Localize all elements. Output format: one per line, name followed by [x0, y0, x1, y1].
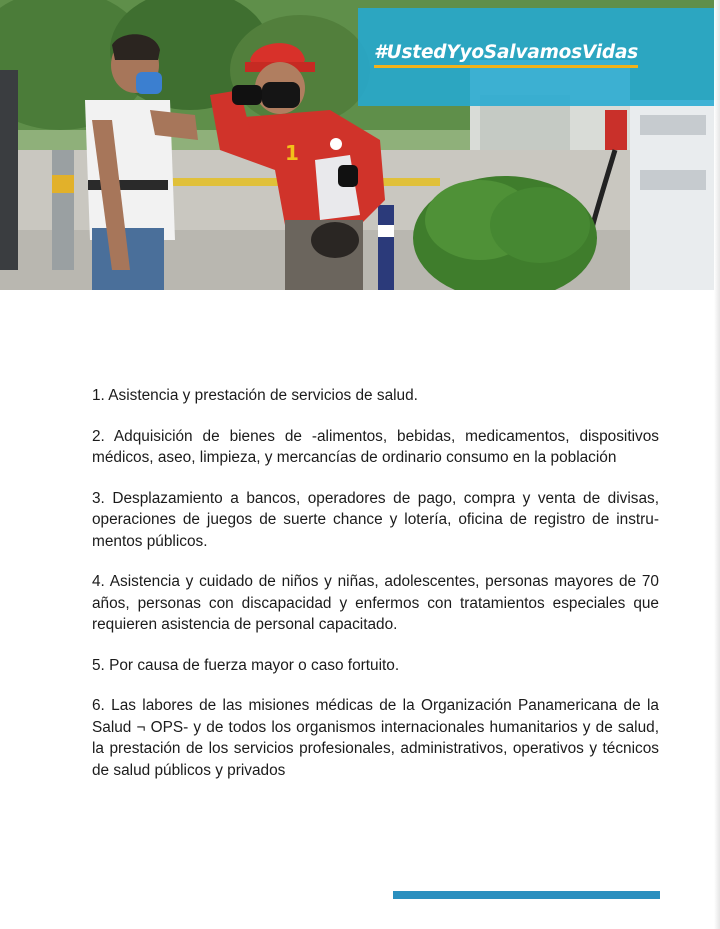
page-edge-shadow	[714, 0, 720, 929]
hashtag-text: #UstedYyoSalvamosVidas	[374, 42, 638, 68]
list-item: 6. Las labores de las misiones médicas de la Organización Panamericana de la Salud ¬ OPS- y de todos los organismos internacionales humanitarios y de salud, la prestación de los servicios profesionales, administrativos, operativos y técnicos de salud públicos y privados	[92, 697, 659, 779]
footer-accent-bar	[393, 891, 660, 899]
gas-station-photo	[0, 0, 716, 290]
measures-list	[92, 385, 659, 800]
hashtag-banner	[358, 8, 716, 106]
list-item: 1. Asistencia y prestación de servicios de salud.	[92, 387, 418, 404]
list-item: 4. Asistencia y cuidado de niños y niñas, adolescentes, personas mayores de 70 años, personas con discapacidad y enfermos con tratamientos especiales que requieren asistencia de personal capacitado.	[92, 573, 659, 633]
list-item: 5. Por causa de fuerza mayor o caso fortuito.	[92, 656, 400, 674]
list-item: 2. Adquisición de bienes de -alimentos, bebidas, medicamentos, dispositivos médicos, aseo, limpieza, y mercancías de ordinario consumo en la población	[92, 427, 659, 466]
uniform-number: 1	[285, 141, 299, 165]
list-item: 3. Desplazamiento a bancos, operadores de pago, compra y venta de divisas, operaciones de juegos de suerte chance y lotería, oficina de registro de instru-mentos públicos.	[92, 489, 659, 550]
